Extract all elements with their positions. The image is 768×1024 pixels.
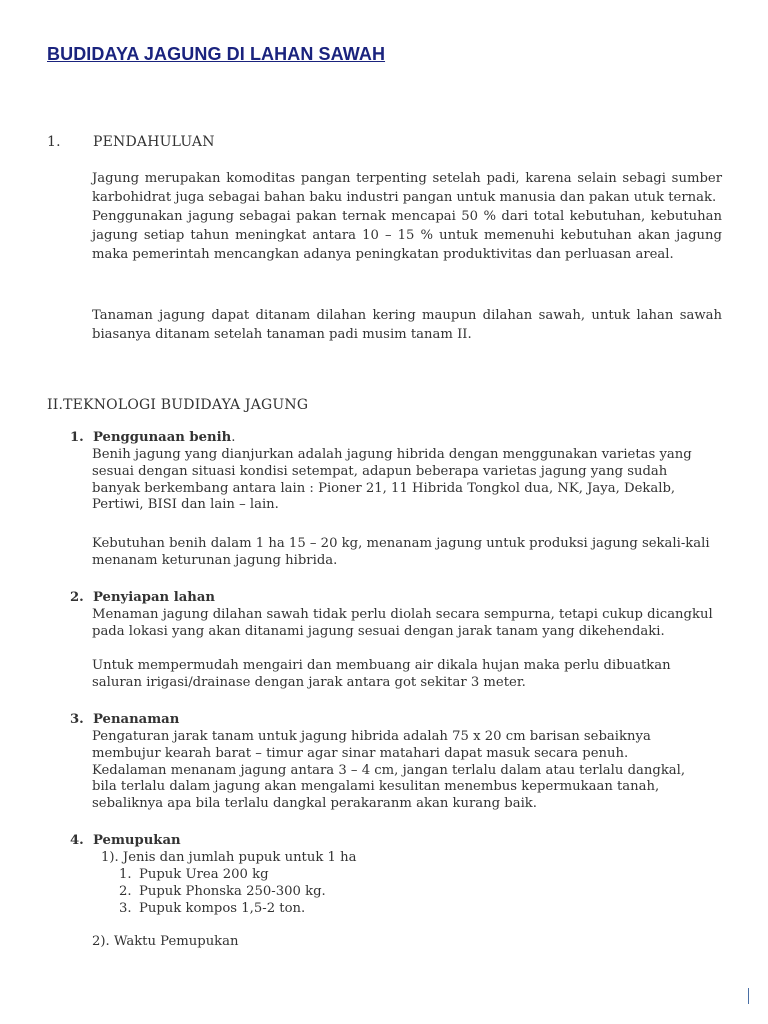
item-1-title: Penggunaan benih. [93,430,236,445]
text-line: menanam keturunan jagung hibrida. [92,552,338,568]
item-2-body-2 [92,658,671,692]
item-3-number: 3. [70,712,84,727]
item-2-body [92,607,713,641]
text-line: sesuai dengan situasi kondisi setempat, adapun beberapa varietas jagung yang sudah [92,463,668,479]
section1-heading: PENDAHULUAN [93,134,215,150]
section1-number: 1. [47,134,61,150]
section1-body [92,169,722,264]
text-line: Kebutuhan benih dalam 1 ha 15 – 20 kg, menanam jagung untuk produksi jagung sekali-kali [92,536,710,551]
text-line: Untuk mempermudah mengairi dan membuang air dikala hujan maka perlu dibuatkan [92,658,671,673]
fertilizer-2-text: Pupuk Phonska 250-300 kg. [139,884,326,899]
item-1-body-2 [92,536,710,570]
paragraph-1: Jagung merupakan komoditas pangan terpenting setelah padi, karena selain sebagi sumber karbohidrat juga sebagai bahan baku industri pangan untuk manusia dan pakan utuk ternak. [92,171,722,205]
fertilizer-1-number: 1. [119,867,132,882]
item-3-title: Penanaman [93,712,180,727]
text-line: Pertiwi, BISI dan lain – lain. [92,497,279,513]
text-line: membujur kearah barat – timur agar sinar matahari dapat masuk secara penuh. [92,745,629,761]
fertilizer-1-text: Pupuk Urea 200 kg [139,867,269,882]
fertilizer-3-text: Pupuk kompos 1,5-2 ton. [139,901,306,916]
text-line: banyak berkembang antara lain : Pioner 21, 11 Hibrida Tongkol dua, NK, Jaya, Dekalb, [92,480,676,496]
fertilizer-type-subheading: 1). Jenis dan jumlah pupuk untuk 1 ha [101,850,357,865]
text-line: pada lokasi yang akan ditanami jagung sesuai dengan jarak tanam yang dikehendaki. [92,623,665,639]
section1-body-2 [92,306,722,344]
item-4-number: 4. [70,833,84,848]
text-line: Menaman jagung dilahan sawah tidak perlu diolah secara sempurna, tetapi cukup dicangkul [92,607,713,622]
fertilizing-time-subheading: 2). Waktu Pemupukan [92,934,239,949]
text-line: saluran irigasi/drainase dengan jarak antara got sekitar 3 meter. [92,674,526,690]
page-edge-marker [748,988,749,1004]
text-line: sebaliknya apa bila terlalu dangkal perakaranm akan kurang baik. [92,796,537,812]
item-4-title: Pemupukan [93,833,181,848]
fertilizer-2-number: 2. [119,884,132,899]
section2-heading: II.TEKNOLOGI BUDIDAYA JAGUNG [47,397,309,413]
item-1-body [92,447,692,514]
document-title: BUDIDAYA JAGUNG DI LAHAN SAWAH [47,44,386,64]
item-3-body [92,729,685,813]
text-line: Benih jagung yang dianjurkan adalah jagung hibrida dengan menggunakan varietas yang [92,447,692,462]
item-2-number: 2. [70,590,84,605]
item-1-number: 1. [70,430,84,445]
fertilizer-3-number: 3. [119,901,132,916]
paragraph-3: Tanaman jagung dapat ditanam dilahan kering maupun dilahan sawah, untuk lahan sawah biasanya ditanam setelah tanaman padi musim tanam II. [92,308,722,342]
text-line: Pengaturan jarak tanam untuk jagung hibrida adalah 75 x 20 cm barisan sebaiknya [92,729,651,744]
text-line: bila terlalu dalam jagung akan mengalami kesulitan menembus kepermukaan tanah, [92,779,660,795]
text-line: Kedalaman menanam jagung antara 3 – 4 cm, jangan terlalu dalam atau terlalu dangkal, [92,762,686,778]
item-2-title: Penyiapan lahan [93,590,215,605]
paragraph-2: Penggunakan jagung sebagai pakan ternak mencapai 50 % dari total kebutuhan, kebutuhan jagung setiap tahun meningkat antara 10 – 15 % untuk memenuhi kebutuhan akan jagung maka pemerintah mencangkan adanya peningkatan produktivitas dan perluasan areal. [92,209,722,262]
